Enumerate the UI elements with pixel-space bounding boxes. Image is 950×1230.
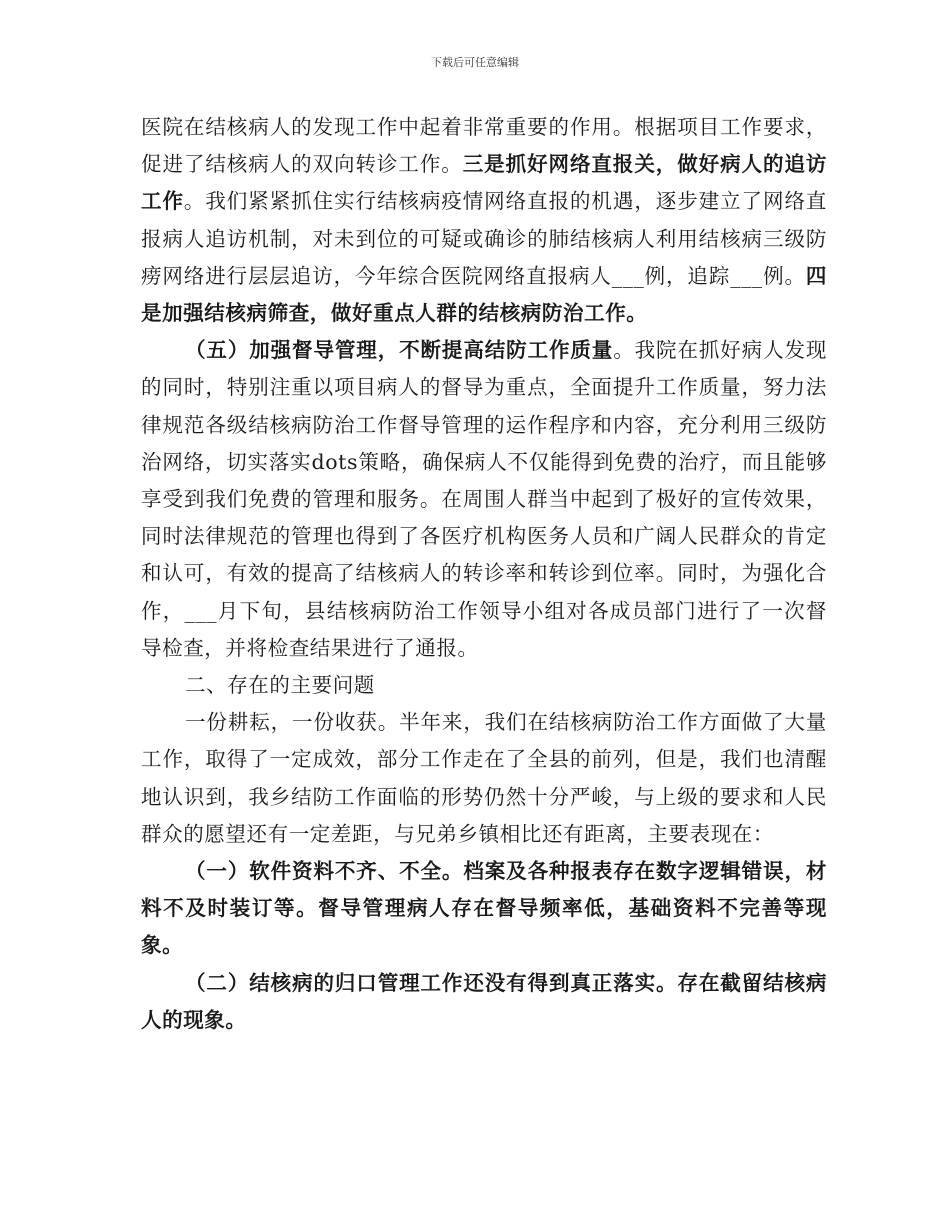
paragraph-4-bold: （一）软件资料不齐、不全。档案及各种报表存在数字逻辑错误，材料不及时装订等。督导管理病人存在督导频率低，基础资料不完善等现象。 xyxy=(141,859,827,958)
paragraph-4 xyxy=(141,853,827,965)
paragraph-3 xyxy=(141,704,827,853)
page-header-note: 下载后可任意编辑 xyxy=(431,56,519,69)
paragraph-1-bold-1: 三是抓好网络直报关，做好病人的追访工作 xyxy=(141,152,828,214)
paragraph-1-text-2: 。我们紧紧抓住实行结核病疫情网络直报的机遇，逐步建立了网络直报病人追访机制，对未到位的可疑或确诊的肺结核病人利用结核病三级防痨网络进行层层追访，今年综合医院网络直报病人___例，追踪___例。 xyxy=(141,189,828,288)
paragraph-5 xyxy=(141,965,827,1039)
paragraph-1 xyxy=(141,109,827,332)
paragraph-1-text-1: 医院在结核病人的发现工作中起着非常重要的作用。根据项目工作要求，促进了结核病人的双向转诊工作。 xyxy=(141,115,827,177)
section-heading-text: 二、存在的主要问题 xyxy=(185,673,375,698)
paragraph-1-bold-2: 四是加强结核病筛查，做好重点人群的结核病防治工作。 xyxy=(141,263,827,326)
section-heading-problems xyxy=(141,667,827,704)
paragraph-2-text-1: 。我院在抓好病人发现的同时，特别注重以项目病人的督导为重点，全面提升工作质量，努力法律规范各级结核病防治工作督导管理的运作程序和内容，充分利用三级防治网络，切实落实dots策略，确保病人不仅能得到免费的治疗，而且能够享受到我们免费的管理和服务。在周围人群当中起到了极好的宣传效果，同时法律规范的管理也得到了各医疗机构医务人员和广阔人民群众的肯定和认可，有效的提高了结核病人的转诊率和转诊到位率。同时，为强化合作，___月下旬，县结核病防治工作领导小组对各成员部门进行了一次督导检查，并将检查结果进行了通报。 xyxy=(141,338,828,660)
paragraph-2 xyxy=(141,332,827,667)
paragraph-3-text: 一份耕耘，一份收获。半年来，我们在结核病防治工作方面做了大量工作，取得了一定成效，部分工作走在了全县的前列，但是，我们也清醒地认识到，我乡结防工作面临的形势仍然十分严峻，与上级的要求和人民群众的愿望还有一定差距，与兄弟乡镇相比还有距离，主要表现在： xyxy=(141,710,827,846)
paragraph-2-bold-1: （五）加强督导管理，不断提高结防工作质量 xyxy=(185,338,614,363)
paragraph-5-bold: （二）结核病的归口管理工作还没有得到真正落实。存在截留结核病人的现象。 xyxy=(141,970,827,1032)
document-body xyxy=(141,109,827,1039)
